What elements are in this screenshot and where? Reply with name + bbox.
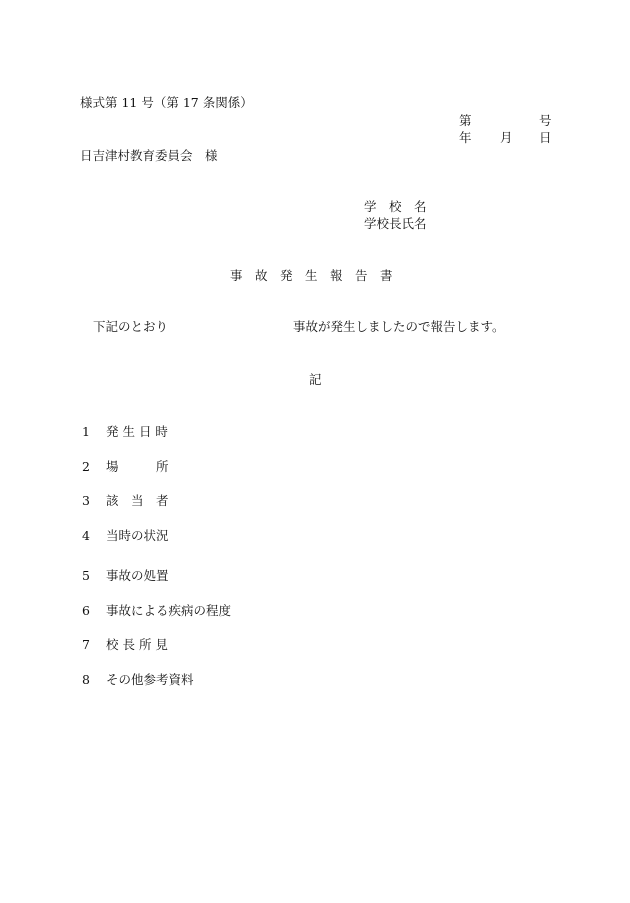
item-label: その他参考資料 [106,672,194,687]
intro-right: 事故が発生しましたので報告します。 [293,319,505,334]
item-label: 校 長 所 見 [106,637,168,652]
form-label: 様式第 11 号（第 17 条関係） [80,95,253,110]
intro-left: 下記のとおり [93,319,169,334]
item-label: 発 生 日 時 [106,424,168,439]
item-label: 事故の処置 [106,568,169,583]
item-number: 3 [82,493,90,508]
date-day: 日 [539,130,552,145]
ki-marker: 記 [309,372,322,387]
item-number: 2 [82,459,90,474]
date-month: 月 [500,130,513,145]
item-label: 場 所 [106,459,169,474]
addressee: 日吉津村教育委員会 様 [80,148,218,163]
item-number: 7 [82,637,90,652]
item-label: 該 当 者 [106,493,169,508]
document-title: 事 故 発 生 報 告 書 [230,268,393,283]
item-number: 6 [82,603,90,618]
number-prefix: 第 [459,113,472,128]
item-label: 当時の状況 [106,528,169,543]
item-number: 8 [82,672,90,687]
school-name-label: 学 校 名 [364,199,427,214]
number-suffix: 号 [539,113,552,128]
item-number: 4 [82,528,90,543]
date-year: 年 [459,130,472,145]
principal-name-label: 学校長氏名 [364,216,427,231]
item-number: 5 [82,568,90,583]
item-number: 1 [82,424,90,439]
item-label: 事故による疾病の程度 [106,603,232,618]
